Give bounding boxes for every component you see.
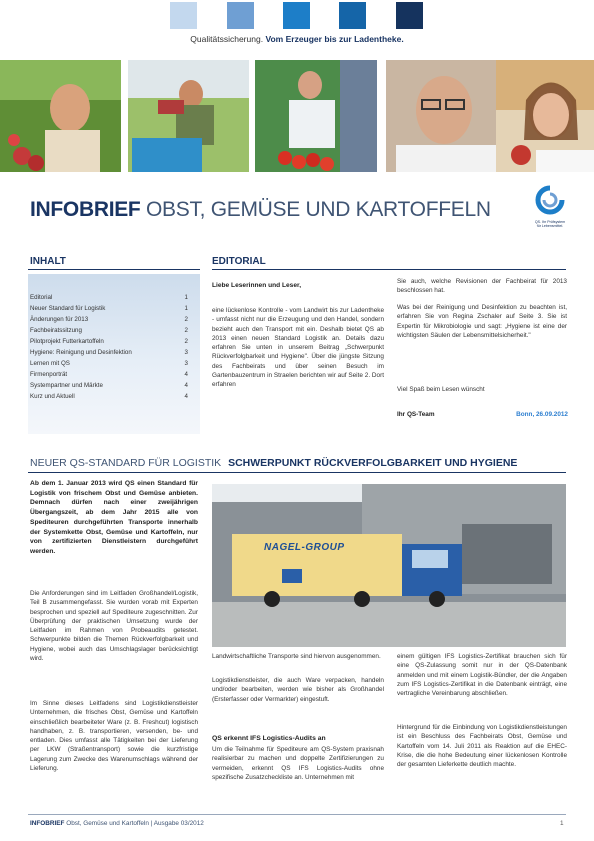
article-header [30, 457, 517, 469]
article-right-para-1: einem gültigen IFS Logistics-Zertifikat brauchen sich für eine QS-Zulassung somit nur in der QS-Datenbank anmelden und mit einem Logistik-Bündler, der die Angaben zum IFS Logistics-Zertifikat in die Datenbank einträgt, eine vertragliche Vereinbarung abschließen. [397, 653, 567, 698]
truck-brand: NAGEL-GROUP [264, 542, 345, 553]
toc-item-label: Editorial [30, 294, 53, 301]
toc-item[interactable] [30, 294, 188, 301]
editorial-heading-rule [212, 269, 566, 270]
qs-logo-icon [530, 185, 570, 215]
footer-text: Obst, Gemüse und Kartoffeln | Ausgabe 03/2012 [66, 820, 204, 827]
toc-item-page: 2 [184, 316, 188, 323]
toc-item-page: 1 [184, 305, 188, 312]
toc-item[interactable] [30, 371, 188, 378]
photo-worker-with-tomatoes [255, 60, 377, 172]
article-lead: Ab dem 1. Januar 2013 wird QS einen Standard für Logistik von frischem Obst und Gemüse anbieten. Demnach dürfen nach einer zweijährigen Übergangszeit, ab dem Jahr 2015 alle von Spediteuren durchgeführten Transporte innerhalb der Systemkette Obst, Gemüse und Kartoffeln, nur von zertifizierten Dienstleistern durchgeführt werden. [30, 480, 198, 555]
editorial-column-2-para-2: Was bei der Reinigung und Desinfektion zu beachten ist, erfahren Sie von Regina Zschaler auf Seite 3. Sie ist Expertin für Mikrobiologie und sagt: „Hygiene ist eine der wichtigsten Säulen der Lebensmittelsicherheit." [397, 304, 567, 339]
qs-logo [530, 185, 570, 229]
photo-farmer-with-vegetable-crate [128, 60, 249, 172]
article-middle-para-2: Logistikdienstleister, die auch Ware verpacken, handeln und/oder bearbeiten, werden wie bisher als Großhandel (Ersterfasser oder Vermarkter) eingestuft. [212, 677, 384, 703]
toc-item-label: Firmenporträt [30, 371, 68, 378]
toc-item-page: 2 [184, 338, 188, 345]
tagline-bold: Vom Erzeuger bis zur Ladentheke. [265, 34, 404, 44]
tagline-regular: Qualitätssicherung. [190, 34, 264, 44]
toc-item[interactable] [30, 327, 188, 334]
article-middle-para-3: Um die Teilnahme für Spediteure am QS-System praxisnah realisierbar zu machen und doppelte Zertifizierungen zu vermeiden, erkennt QS IFS Logistics-Audits ohne spezifische Zusatzcheckliste an. Unternehmen mit [212, 746, 384, 781]
photo-woman-with-apple [496, 60, 594, 172]
toc-item-label: Hygiene: Reinigung und Desinfektion [30, 349, 132, 356]
toc-item-label: Änderungen für 2013 [30, 316, 89, 323]
toc-item-page: 3 [184, 360, 188, 367]
toc-item[interactable] [30, 305, 188, 312]
toc-item-page: 4 [184, 371, 188, 378]
logo-caption-line2: für Lebensmittel. [536, 224, 564, 228]
toc-item-page: 1 [184, 294, 188, 301]
toc-item[interactable] [30, 393, 188, 400]
article-subhead: QS erkennt IFS Logistics-Audits an [212, 735, 326, 742]
editorial-column-2-para-3: Viel Spaß beim Lesen wünscht [397, 386, 485, 393]
title-bold: INFOBRIEF [30, 198, 141, 221]
photo-inspector-with-glasses [386, 60, 496, 172]
toc-item-page: 2 [184, 327, 188, 334]
article-headline: SCHWERPUNKT RÜCKVERFOLGBARKEIT UND HYGIENE [228, 457, 518, 469]
toc-item[interactable] [30, 338, 188, 345]
article-paragraph-1: Die Anforderungen sind im Leitfaden Großhandel/Logistik, Teil B zusammengefasst. Sie wurden vorab mit Experten besprochen und speziell auf Spediteure zugeschnitten. Zur Überprüfung der praktischen Umsetzung wurde der Leitfaden im Rahmen von Probeaudits getestet. Schwerpunkte bilden die Themen Rückverfolgbarkeit und Hygiene, wobei auch das Umschlagslager berücksichtigt wird. [30, 590, 198, 663]
toc-item[interactable] [30, 316, 188, 323]
title-regular: OBST, GEMÜSE UND KARTOFFELN [146, 198, 491, 221]
color-swatch [227, 2, 254, 29]
toc-item-page: 3 [184, 349, 188, 356]
editorial-place-date: Bonn, 26.09.2012 [516, 411, 568, 418]
toc-item-label: Fachbeiratssitzung [30, 327, 82, 334]
color-swatch [396, 2, 423, 29]
toc-item-label: Pilotprojekt Futterkartoffeln [30, 338, 104, 345]
footer-rule [28, 814, 566, 815]
toc-item-label: Neuer Standard für Logistik [30, 305, 106, 312]
color-swatch [283, 2, 310, 29]
photo-logistics-truck [212, 484, 566, 647]
toc-item-label: Kurz und Aktuell [30, 393, 75, 400]
photo-farmer-with-apples [0, 60, 121, 172]
toc-item-label: Systempartner und Märkte [30, 382, 103, 389]
color-swatch [170, 2, 197, 29]
editorial-greeting: Liebe Leserinnen und Leser, [212, 282, 302, 289]
toc-item[interactable] [30, 360, 188, 367]
footer [30, 820, 204, 827]
toc-item-page: 4 [184, 382, 188, 389]
toc-item-label: Lernen mit QS [30, 360, 70, 367]
toc-heading-rule [28, 269, 200, 270]
newsletter-title [30, 198, 491, 222]
toc-item-page: 4 [184, 393, 188, 400]
article-middle-para-1: Landwirtschaftliche Transporte sind hiervon ausgenommen. [212, 653, 381, 660]
editorial-signature: Ihr QS-Team [397, 411, 435, 418]
page-number: 1 [560, 820, 564, 827]
toc-item[interactable] [30, 349, 188, 356]
article-paragraph-2: Im Sinne dieses Leitfadens sind Logistikdienstleister Unternehmen, die frisches Obst, Gemüse und Kartoffeln einschließlich bearbeiteter Ware (z. B. Freshcut) logistisch handhaben, z. B. transportieren, versenden, be- und entladen. Dies umfasst alle Tätigkeiten bei der Lieferung per LKW (Straßentransport) sowie die kurzfristige Lagerung zum Zwecke des Warenumschlags während der Lieferung. [30, 700, 198, 773]
editorial-column-1: eine lückenlose Kontrolle - vom Landwirt bis zur Ladentheke - umfasst nicht nur die Erzeugung und den Handel, sondern bezieht auch den Transport mit ein. Deshalb bietet QS ab 2013 einen neuen Standard Logistik an. Details dazu erfahren Sie unten in unserem Beitrag „Schwerpunkt Rückverfolgbarkeit und Hygiene". Über die jüngste Sitzung des Fachbeirats und über seinen Besuch im Gartenbauzentrum in Straelen berichten wir auf Seite 2. Dort erfahren [212, 307, 384, 389]
color-swatch [339, 2, 366, 29]
article-kicker: NEUER QS-STANDARD FÜR LOGISTIK [30, 457, 222, 469]
toc-item[interactable] [30, 382, 188, 389]
article-heading-rule [28, 472, 566, 473]
editorial-heading: EDITORIAL [212, 256, 266, 267]
footer-bold: INFOBRIEF [30, 820, 65, 827]
toc-heading: INHALT [30, 256, 66, 267]
toc-panel [28, 274, 200, 434]
article-right-para-2: Hintergrund für die Einbindung von Logistikdienstleistungen ist ein Beschluss des Fachbeirats Obst, Gemüse und Kartoffeln vom 14. Juli 2011 als Reaktion auf die EHEC-Krise, die die hohe Bedeutung einer lückenlosen Kontrolle der gesamten Lieferkette deutlich machte. [397, 724, 567, 769]
editorial-column-2-para-1: Sie auch, welche Revisionen der Fachbeirat für 2013 beschlossen hat. [397, 278, 567, 295]
logo-caption-line1: QS. Ihr Prüfsystem [534, 220, 566, 224]
tagline [0, 34, 594, 44]
